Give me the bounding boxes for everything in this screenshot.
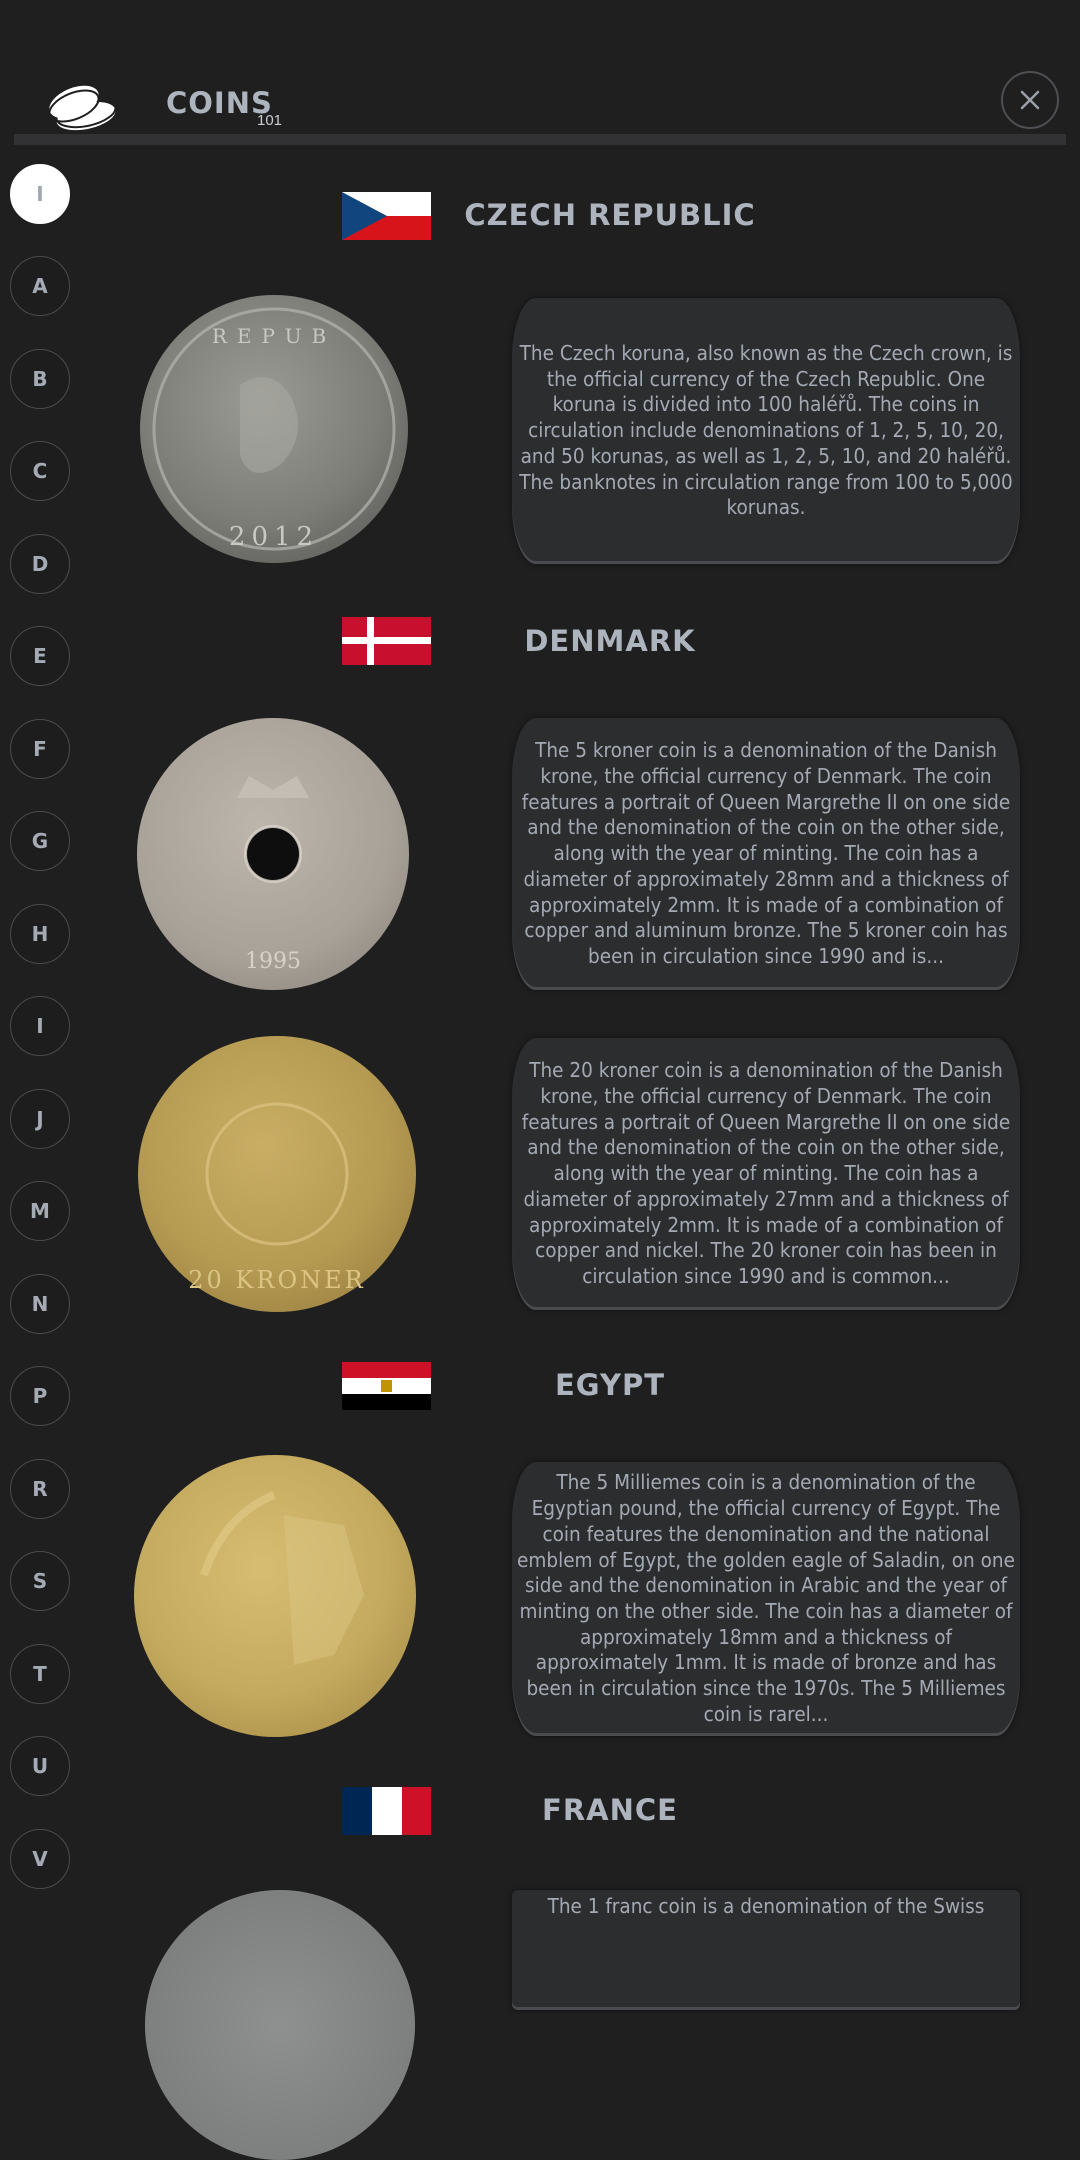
app-title: COINS [166,86,273,120]
index-letter-p[interactable]: P [10,1366,70,1426]
egypt-flag-icon [342,1362,431,1410]
index-letter-h[interactable]: H [10,904,70,964]
coin-description: The Czech koruna, also known as the Czech crown, is the official currency of the Czech Republic. One koruna is divided into 100 haléřů. The coins in circulation include denominations of 1, 2, 5, 10, 20, and 50 korunas, as well as 1, 2, 5, 10, and 20 haléřů. The banknotes in circulation range from 100 to 5,000 korunas. [519,341,1013,520]
denmark-5-kroner-coin-image[interactable] [137,718,409,990]
coin-engraving [134,1455,416,1737]
country-name: CZECH REPUBLIC [464,198,756,232]
index-letter-u[interactable]: U [10,1736,70,1796]
coin-engraving [138,1036,416,1312]
coin-description-panel [512,718,1020,990]
egypt-5-milliemes-coin-image[interactable] [134,1455,416,1737]
france-1-franc-coin-image[interactable] [145,1890,415,2160]
close-icon [1019,89,1041,111]
country-header-france[interactable] [0,1785,1080,1845]
header-divider [14,134,1066,145]
svg-text:2012: 2012 [228,522,320,552]
svg-text:REPUB: REPUB [211,324,337,348]
denmark-flag-icon [342,617,431,665]
index-letter-m[interactable]: M [10,1181,70,1241]
index-letter-b[interactable]: B [10,349,70,409]
close-button[interactable] [1001,71,1059,129]
country-name: DENMARK [524,624,696,658]
index-letter-v[interactable]: V [10,1829,70,1889]
index-letter-d[interactable]: D [10,534,70,594]
czech-flag-icon [342,192,431,240]
country-name: EGYPT [554,1368,665,1402]
index-letter-i-top[interactable]: I [10,164,70,224]
index-letter-f[interactable]: F [10,719,70,779]
svg-text:1995: 1995 [245,949,301,974]
coin-engraving [140,295,408,563]
coin-description: The 5 kroner coin is a denomination of the Danish krone, the official currency of Denmark. The coin features a portrait of Queen Margrethe II on one side and the denomination of the coin on the other side, along with the year of minting. The coin has a diameter of approximately 28mm and a thickness of approximately 2mm. It is made of a combination of copper and aluminum bronze. The 5 kroner coin has been in circulation since 1990 and is... [521,738,1011,968]
index-letter-n[interactable]: N [10,1274,70,1334]
coin-description: The 5 Milliemes coin is a denomination of the Egyptian pound, the official currency of Egypt. The coin features the denomination and the national emblem of Egypt, the golden eagle of Saladin, on one side and the denomination in Arabic and the year of minting on the other side. The coin has a diameter of approximately 18mm and a thickness of approximately 1mm. It is made of bronze and has been in circulation since the 1970s. The 5 Milliemes coin is rarel... [517,1470,1015,1726]
coin-description-panel [512,1038,1020,1310]
svg-text:20 KRONER: 20 KRONER [188,1266,366,1294]
coins-stack-icon [40,80,120,132]
coin-description-panel [512,1462,1020,1736]
coin-description: The 20 kroner coin is a denomination of the Danish krone, the official currency of Denmark. The coin features a portrait of Queen Margrethe II on one side and the denomination of the coin on the other side, along with the year of minting. The coin has a diameter of approximately 27mm and a thickness of approximately 2mm. It is made of a combination of copper and nickel. The 20 kroner coin has been in circulation since 1990 and is common... [521,1058,1011,1288]
coin-description-panel [512,1890,1020,2010]
index-letter-j[interactable]: J [10,1089,70,1149]
france-flag-icon [342,1787,431,1835]
index-letter-i[interactable]: I [10,996,70,1056]
coin-description-panel [512,298,1020,564]
coin-count: 101 [257,112,283,129]
index-letter-t[interactable]: T [10,1644,70,1704]
index-letter-c[interactable]: C [10,441,70,501]
index-letter-a[interactable]: A [10,256,70,316]
app-header [0,0,1080,140]
country-header-egypt[interactable] [0,1360,1080,1420]
czech-coin-image[interactable] [140,295,408,563]
index-letter-r[interactable]: R [10,1459,70,1519]
index-letter-s[interactable]: S [10,1551,70,1611]
index-letter-g[interactable]: G [10,811,70,871]
country-header-denmark[interactable] [0,616,1080,676]
country-header-czech-republic[interactable] [0,190,1080,250]
country-name: FRANCE [542,1793,678,1827]
denmark-20-kroner-coin-image[interactable] [138,1036,416,1312]
coin-engraving [137,718,409,990]
index-letter-e[interactable]: E [10,626,70,686]
coin-description: The 1 franc coin is a denomination of the Swiss [547,1894,985,1918]
